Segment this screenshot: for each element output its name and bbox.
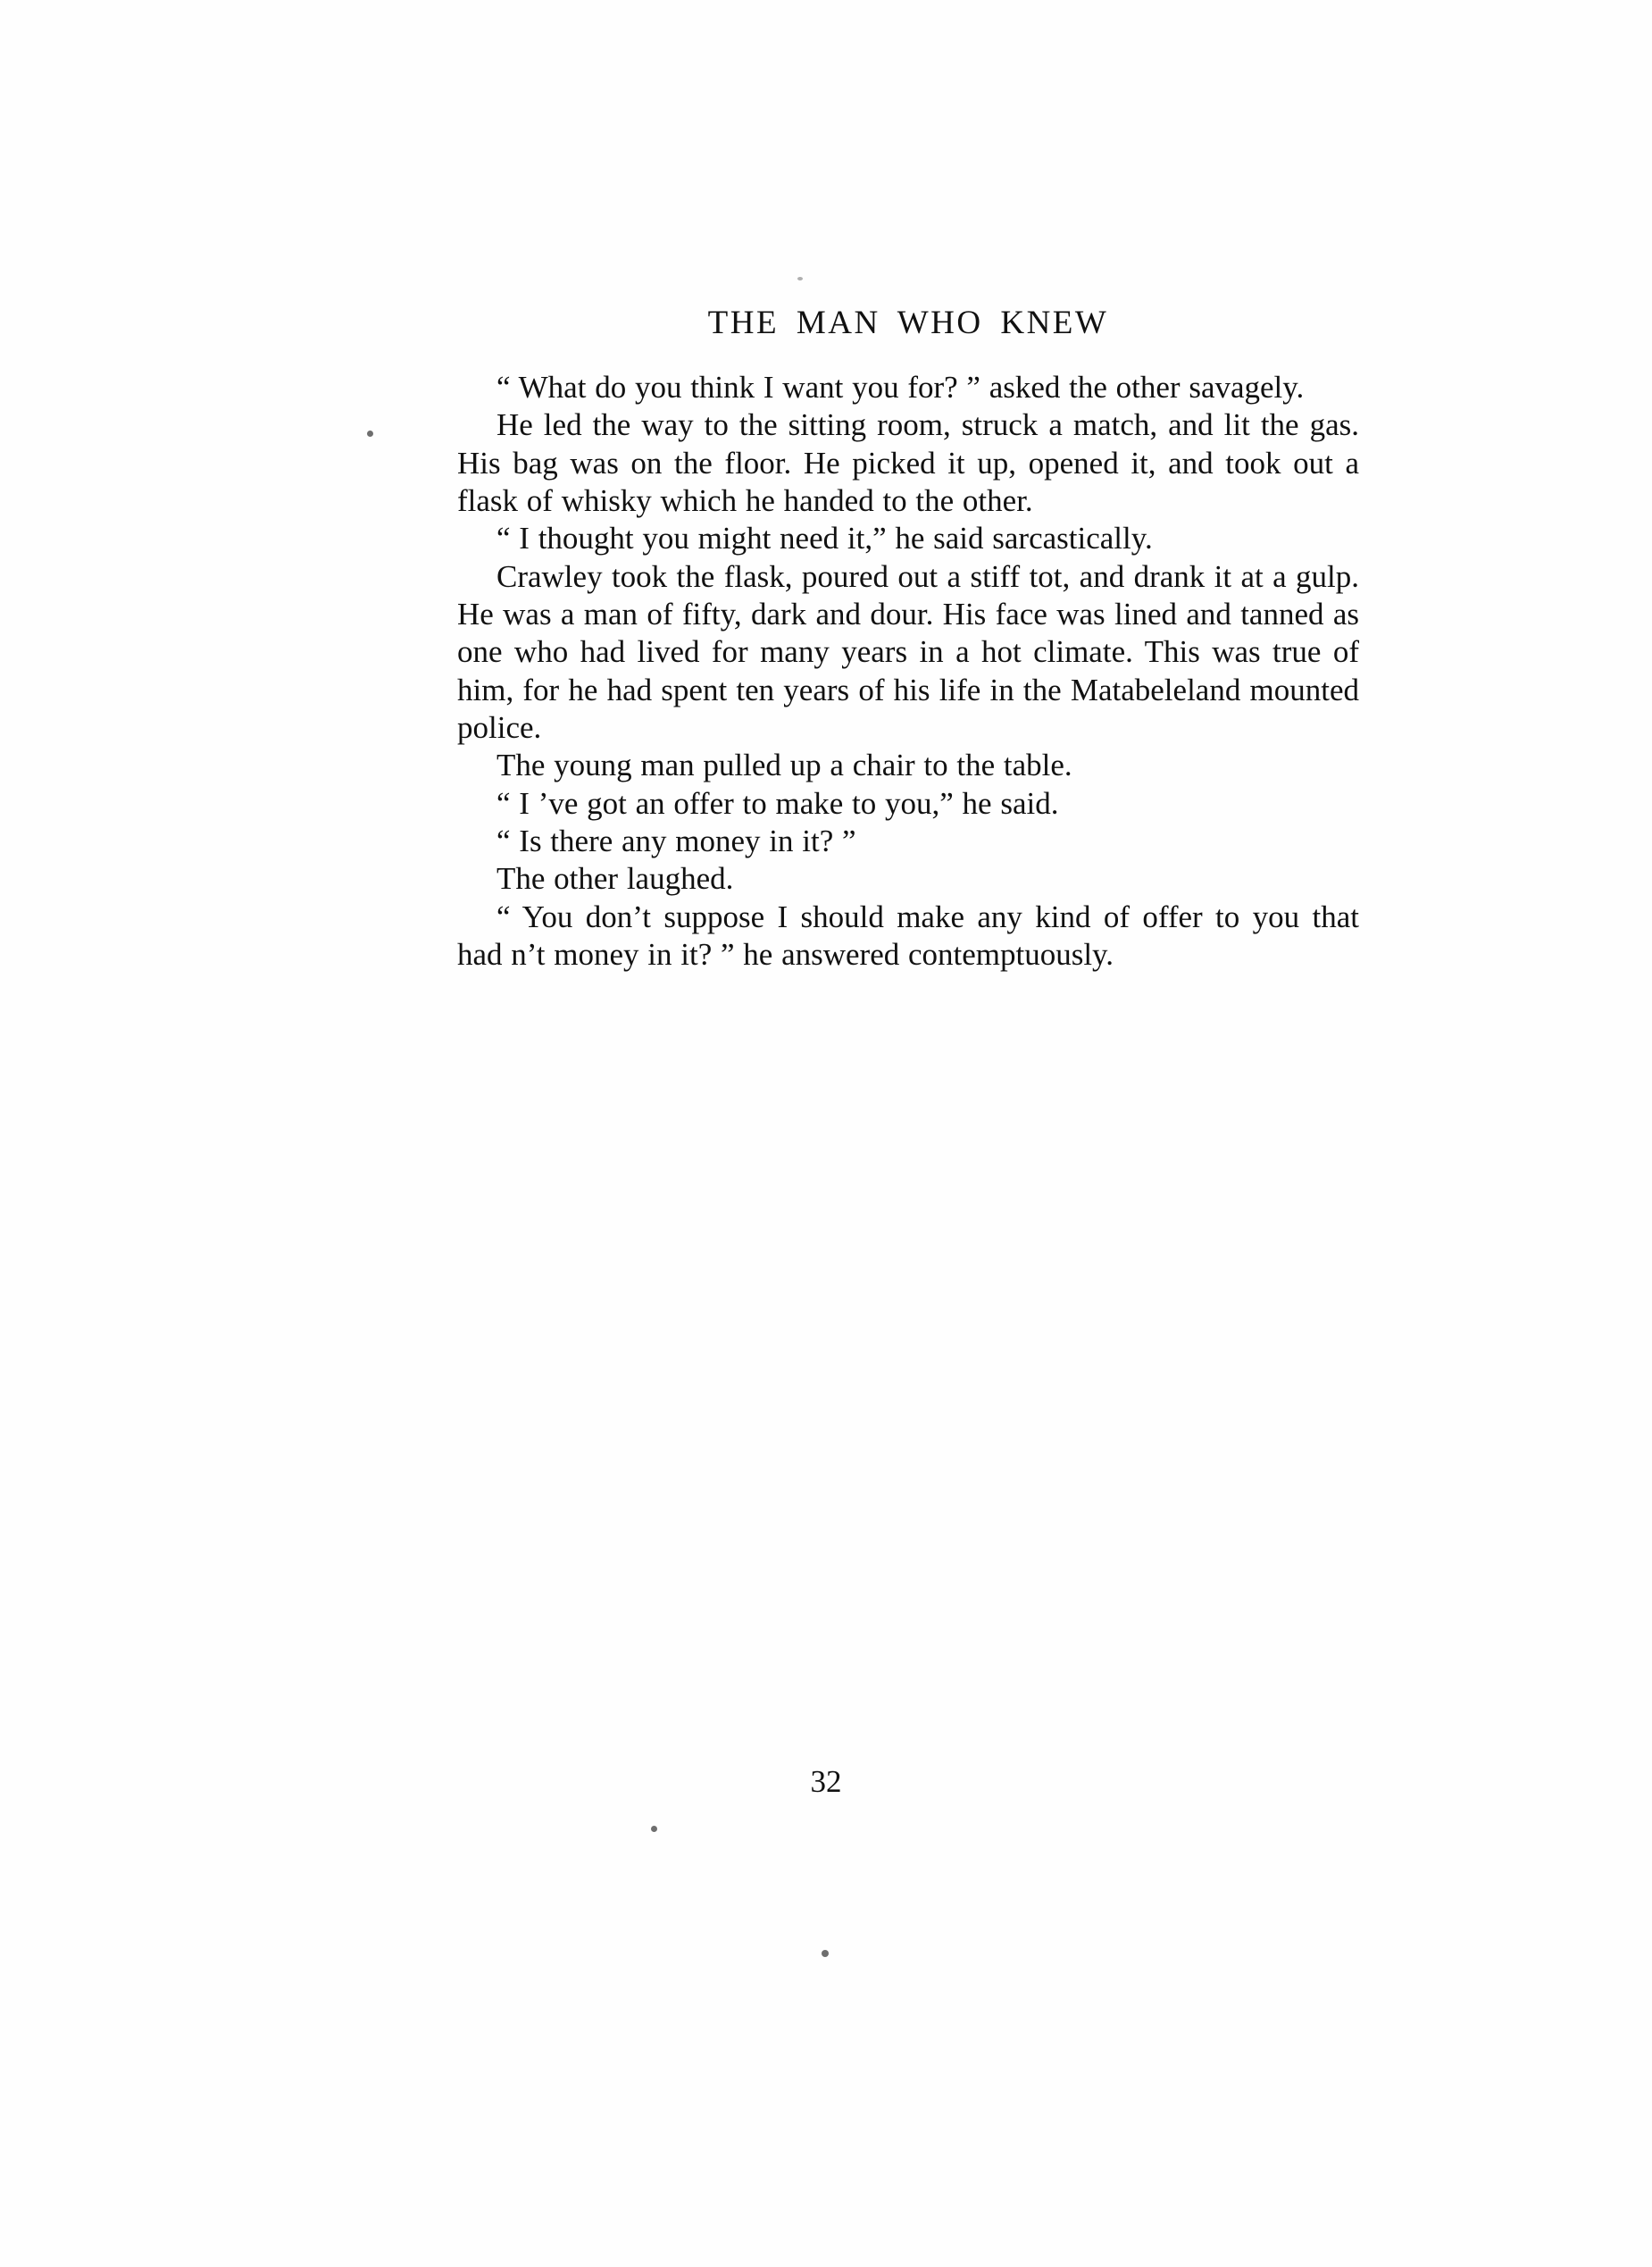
- paragraph-4: Crawley took the flask, poured out a stiff tot, and drank it at a gulp. He was a man of fifty, dark and dour. His face was lined and tanned as one who had lived for many years in a hot climate. This was true of him, for he had spent ten years of his life in the Matabeleland mounted police.: [457, 558, 1359, 746]
- page-speck-folio: [651, 1826, 657, 1832]
- running-head: THE MAN WHO KNEW: [707, 305, 1109, 341]
- paragraph-8: The other laughed.: [496, 861, 734, 897]
- paragraph-5: The young man pulled up a chair to the table.: [496, 748, 1072, 783]
- paragraph-9: “ You don’t suppose I should make any kind of offer to you that had n’t money in it? ” he answered contemptuously.: [457, 899, 1359, 973]
- page-number: 32: [810, 1764, 842, 1799]
- paragraph-3: “ I thought you might need it,” he said sarcastically.: [496, 521, 1153, 556]
- paragraph-6: “ I ’ve got an offer to make to you,” he said.: [496, 785, 1059, 821]
- paragraph-7: “ Is there any money in it? ”: [496, 824, 856, 859]
- page-speck-top: [797, 277, 803, 280]
- page-speck-bottom: [822, 1950, 829, 1957]
- paragraph-1: “ What do you think I want you for? ” asked the other savagely.: [496, 370, 1305, 405]
- body-text-column: [457, 304, 1359, 975]
- page-speck-left: [367, 431, 373, 437]
- paragraph-2: He led the way to the sitting room, struck a match, and lit the gas. His bag was on the floor. He picked it up, opened it, and took out a flask of whisky which he handed to the other.: [457, 407, 1359, 519]
